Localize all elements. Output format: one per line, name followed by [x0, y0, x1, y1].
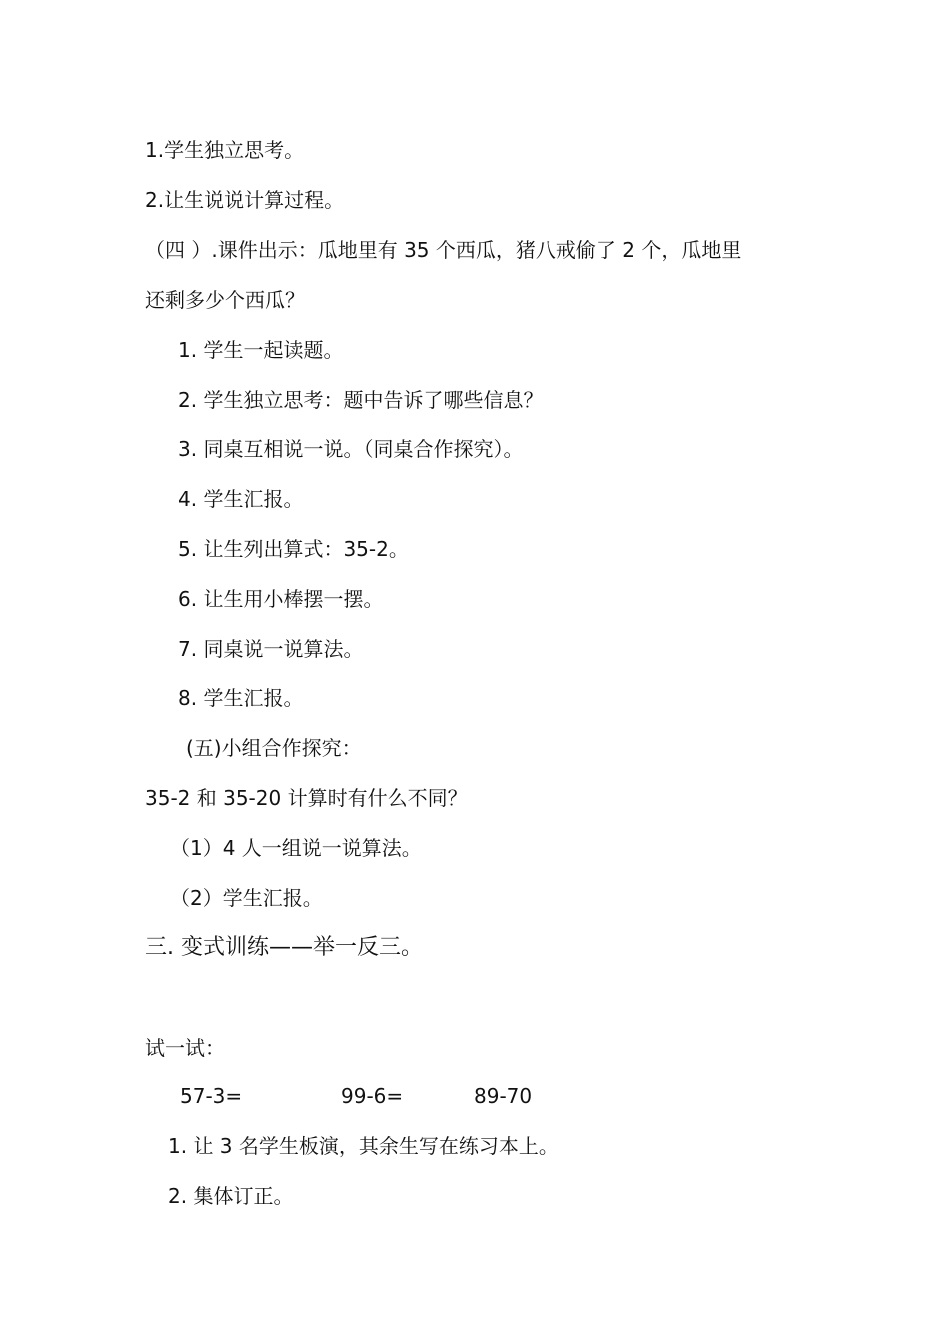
step-7: 7. 同桌说一说算法。 [178, 637, 364, 661]
exercise-2: 99-6= [341, 1084, 404, 1108]
try-label: 试一试： [145, 1036, 225, 1060]
section-3-heading: 三. 变式训练——举一反三。 [145, 935, 423, 960]
line-1: 1.学生独立思考。 [145, 138, 305, 162]
line-3: （四 ）.课件出示：瓜地里有 35 个西瓜，猪八戒偷了 2 个，瓜地里 [145, 238, 742, 262]
step-3: 3. 同桌互相说一说。（同桌合作探究）。 [178, 437, 524, 461]
step-6: 6. 让生用小棒摆一摆。 [178, 587, 384, 611]
step-1: 1. 学生一起读题。 [178, 338, 344, 362]
line-4: 还剩多少个西瓜？ [145, 288, 305, 312]
group-work-heading: (五)小组合作探究： [186, 736, 362, 760]
exercise-1: 57-3= [180, 1084, 243, 1108]
point-1: （1）4 人一组说一说算法。 [170, 836, 422, 860]
step-2: 2. 学生独立思考：题中告诉了哪些信息？ [178, 388, 544, 412]
question-line: 35-2 和 35-20 计算时有什么不同？ [145, 786, 468, 810]
task-1: 1. 让 3 名学生板演，其余生写在练习本上。 [168, 1134, 559, 1158]
step-4: 4. 学生汇报。 [178, 487, 304, 511]
task-2: 2. 集体订正。 [168, 1184, 294, 1208]
step-8: 8. 学生汇报。 [178, 686, 304, 710]
point-2: （2）学生汇报。 [170, 886, 323, 910]
line-2: 2.让生说说计算过程。 [145, 188, 345, 212]
step-5: 5. 让生列出算式：35-2。 [178, 537, 409, 561]
exercise-3: 89-70 [474, 1084, 533, 1108]
